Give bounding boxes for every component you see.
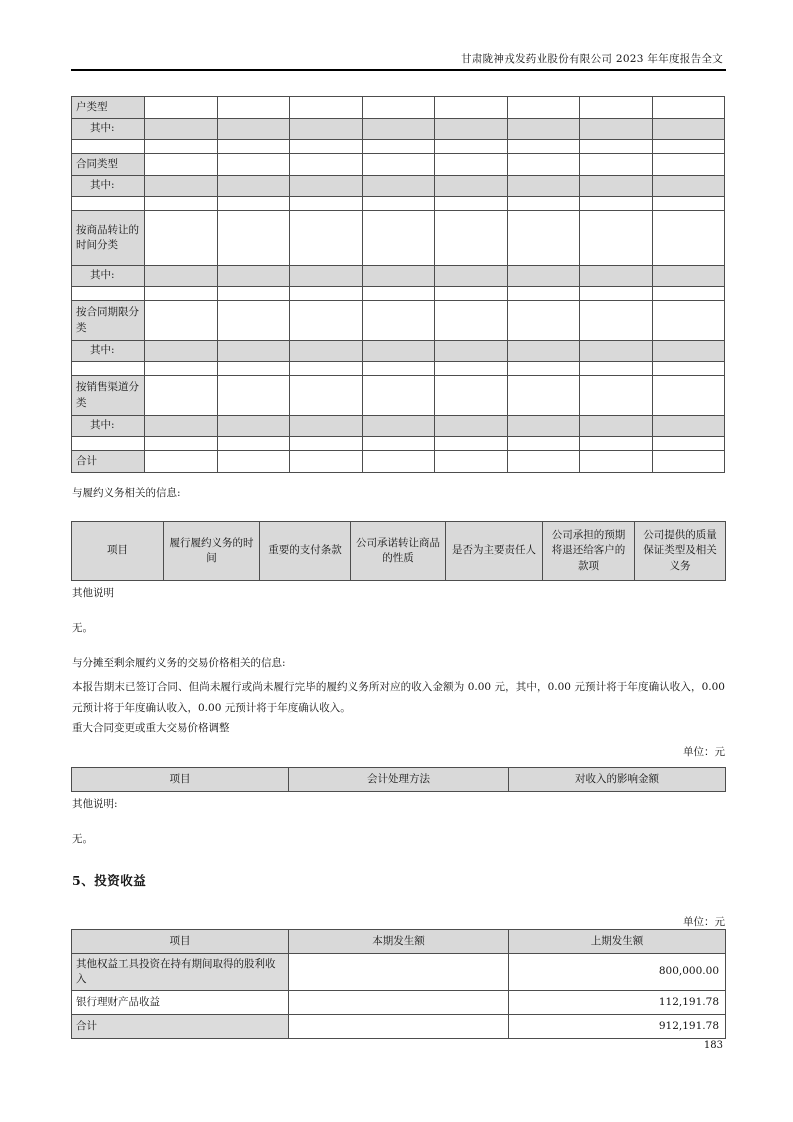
empty-cell (435, 176, 508, 197)
empty-cell (362, 140, 435, 154)
empty-cell (217, 416, 290, 437)
empty-cell (435, 451, 508, 473)
empty-cell (362, 176, 435, 197)
empty-cell (145, 287, 218, 301)
empty-cell (435, 197, 508, 211)
section-heading-investment-income: 5、投资收益 (72, 873, 147, 888)
empty-cell (580, 176, 653, 197)
empty-cell (652, 451, 725, 473)
empty-cell (652, 97, 725, 119)
remaining-obligation-paragraph: 本报告期末已签订合同、但尚未履行或尚未履行完毕的履约义务所对应的收入金额为 0.00 元，其中，0.00 元预计将于年度确认收入，0.00 元预计将于年度确认收入，0.00 元预计将于年度确认收入。 (72, 681, 725, 714)
empty-cell (362, 266, 435, 287)
empty-cell (217, 362, 290, 376)
revenue-classification-table (71, 96, 725, 473)
empty-cell (362, 301, 435, 341)
empty-cell (652, 140, 725, 154)
row-label (72, 437, 145, 451)
empty-cell (145, 119, 218, 140)
empty-cell (507, 376, 580, 416)
column-header: 是否为主要责任人 (446, 522, 543, 581)
empty-cell (145, 197, 218, 211)
empty-cell (580, 119, 653, 140)
empty-cell (507, 211, 580, 266)
table-row (72, 991, 726, 1015)
empty-cell (652, 437, 725, 451)
empty-cell (435, 301, 508, 341)
column-header: 项目 (72, 930, 289, 954)
table-row (72, 451, 725, 473)
empty-cell (580, 451, 653, 473)
table-row (72, 287, 725, 301)
row-label: 合计 (72, 1015, 289, 1039)
empty-cell (145, 266, 218, 287)
empty-cell (580, 266, 653, 287)
row-label: 其中: (72, 176, 145, 197)
empty-cell (435, 211, 508, 266)
empty-cell (435, 287, 508, 301)
empty-cell (507, 197, 580, 211)
column-header: 公司承诺转让商品的性质 (351, 522, 446, 581)
obligation-table (71, 521, 726, 581)
empty-cell (652, 176, 725, 197)
empty-cell (580, 301, 653, 341)
empty-cell (507, 301, 580, 341)
empty-cell (362, 211, 435, 266)
current-period-cell (289, 954, 509, 991)
empty-cell (145, 154, 218, 176)
empty-cell (435, 154, 508, 176)
empty-cell (435, 140, 508, 154)
page-number: 183 (703, 1040, 723, 1051)
table-row (72, 1015, 726, 1039)
table-row (72, 376, 725, 416)
empty-cell (652, 362, 725, 376)
empty-cell (290, 176, 363, 197)
table-header-row (72, 768, 726, 792)
row-label: 其中: (72, 416, 145, 437)
empty-cell (145, 140, 218, 154)
row-label: 其他权益工具投资在持有期间取得的股利收入 (72, 954, 289, 991)
empty-cell (145, 416, 218, 437)
empty-cell (362, 341, 435, 362)
empty-cell (217, 140, 290, 154)
other-note-label: 其他说明: (72, 798, 118, 810)
empty-cell (290, 437, 363, 451)
empty-cell (362, 97, 435, 119)
empty-cell (290, 416, 363, 437)
major-change-label: 重大合同变更或重大交易价格调整 (72, 722, 230, 734)
empty-cell (290, 451, 363, 473)
empty-cell (652, 197, 725, 211)
empty-cell (580, 376, 653, 416)
empty-cell (507, 416, 580, 437)
table-row (72, 140, 725, 154)
report-header-title: 甘肃陇神戎发药业股份有限公司 2023 年年度报告全文 (461, 53, 723, 65)
table-row (72, 119, 725, 140)
empty-cell (580, 287, 653, 301)
table-row (72, 416, 725, 437)
column-header: 公司提供的质量保证类型及相关义务 (635, 522, 726, 581)
empty-cell (362, 437, 435, 451)
empty-cell (580, 140, 653, 154)
table-row (72, 954, 726, 991)
prior-period-cell: 112,191.78 (509, 991, 726, 1015)
empty-cell (362, 416, 435, 437)
empty-cell (507, 154, 580, 176)
empty-cell (507, 266, 580, 287)
empty-cell (652, 119, 725, 140)
none-text: 无。 (72, 622, 93, 634)
price-adjustment-table (71, 767, 726, 792)
other-note-label: 其他说明 (72, 587, 114, 599)
empty-cell (652, 287, 725, 301)
column-header: 重要的支付条款 (260, 522, 351, 581)
empty-cell (580, 362, 653, 376)
empty-cell (290, 97, 363, 119)
empty-cell (652, 211, 725, 266)
empty-cell (580, 97, 653, 119)
table-row (72, 197, 725, 211)
empty-cell (507, 176, 580, 197)
empty-cell (652, 301, 725, 341)
table-row (72, 437, 725, 451)
table-row (72, 97, 725, 119)
empty-cell (217, 197, 290, 211)
empty-cell (435, 341, 508, 362)
empty-cell (217, 211, 290, 266)
empty-cell (580, 211, 653, 266)
empty-cell (145, 341, 218, 362)
empty-cell (435, 376, 508, 416)
empty-cell (217, 437, 290, 451)
row-label: 其中: (72, 341, 145, 362)
empty-cell (507, 341, 580, 362)
row-label (72, 362, 145, 376)
column-header: 上期发生额 (509, 930, 726, 954)
empty-cell (217, 376, 290, 416)
empty-cell (435, 119, 508, 140)
empty-cell (145, 376, 218, 416)
empty-cell (217, 341, 290, 362)
empty-cell (580, 437, 653, 451)
column-header: 项目 (72, 768, 289, 792)
column-header: 项目 (72, 522, 164, 581)
table-row (72, 266, 725, 287)
header-rule (71, 69, 726, 71)
empty-cell (435, 266, 508, 287)
prior-period-cell: 800,000.00 (509, 954, 726, 991)
row-label: 合同类型 (72, 154, 145, 176)
row-label: 其中: (72, 119, 145, 140)
empty-cell (217, 287, 290, 301)
empty-cell (362, 119, 435, 140)
row-label (72, 287, 145, 301)
empty-cell (290, 287, 363, 301)
table-row (72, 362, 725, 376)
row-label: 按商品转让的时间分类 (72, 211, 145, 266)
empty-cell (362, 287, 435, 301)
empty-cell (507, 437, 580, 451)
prior-period-cell: 912,191.78 (509, 1015, 726, 1039)
empty-cell (217, 451, 290, 473)
empty-cell (507, 140, 580, 154)
empty-cell (580, 197, 653, 211)
row-label: 其中: (72, 266, 145, 287)
column-header: 本期发生额 (289, 930, 509, 954)
table-header-row (72, 930, 726, 954)
empty-cell (217, 301, 290, 341)
empty-cell (362, 154, 435, 176)
unit-label: 单位：元 (683, 916, 725, 928)
column-header: 履行履约义务的时间 (164, 522, 260, 581)
remaining-obligation-info-label: 与分摊至剩余履约义务的交易价格相关的信息: (72, 657, 286, 669)
empty-cell (652, 341, 725, 362)
empty-cell (217, 176, 290, 197)
empty-cell (290, 211, 363, 266)
empty-cell (507, 97, 580, 119)
empty-cell (652, 416, 725, 437)
column-header: 对收入的影响金额 (509, 768, 726, 792)
empty-cell (580, 416, 653, 437)
empty-cell (145, 437, 218, 451)
column-header: 公司承担的预期将退还给客户的款项 (543, 522, 635, 581)
empty-cell (217, 97, 290, 119)
empty-cell (435, 97, 508, 119)
empty-cell (290, 266, 363, 287)
current-period-cell (289, 1015, 509, 1039)
empty-cell (507, 362, 580, 376)
row-label (72, 197, 145, 211)
empty-cell (507, 287, 580, 301)
current-period-cell (289, 991, 509, 1015)
table-row (72, 341, 725, 362)
row-label: 按合同期限分类 (72, 301, 145, 341)
empty-cell (145, 362, 218, 376)
empty-cell (290, 140, 363, 154)
empty-cell (145, 97, 218, 119)
empty-cell (580, 341, 653, 362)
empty-cell (652, 266, 725, 287)
empty-cell (145, 301, 218, 341)
empty-cell (145, 176, 218, 197)
empty-cell (290, 376, 363, 416)
empty-cell (652, 376, 725, 416)
empty-cell (145, 451, 218, 473)
row-label: 按销售渠道分类 (72, 376, 145, 416)
table-row (72, 301, 725, 341)
row-label: 户类型 (72, 97, 145, 119)
table-row (72, 211, 725, 266)
empty-cell (290, 301, 363, 341)
empty-cell (362, 451, 435, 473)
empty-cell (362, 197, 435, 211)
empty-cell (290, 197, 363, 211)
empty-cell (290, 362, 363, 376)
unit-label: 单位：元 (683, 746, 725, 758)
empty-cell (435, 362, 508, 376)
empty-cell (362, 362, 435, 376)
empty-cell (290, 119, 363, 140)
table-header-row (72, 522, 726, 581)
table-row (72, 154, 725, 176)
empty-cell (507, 451, 580, 473)
obligation-info-label: 与履约义务相关的信息: (72, 487, 181, 499)
empty-cell (507, 119, 580, 140)
column-header: 会计处理方法 (289, 768, 509, 792)
row-label: 合计 (72, 451, 145, 473)
empty-cell (580, 154, 653, 176)
empty-cell (145, 211, 218, 266)
empty-cell (362, 376, 435, 416)
table-row (72, 176, 725, 197)
row-label (72, 140, 145, 154)
empty-cell (217, 119, 290, 140)
empty-cell (290, 341, 363, 362)
empty-cell (217, 266, 290, 287)
empty-cell (290, 154, 363, 176)
empty-cell (652, 154, 725, 176)
investment-income-table (71, 929, 726, 1039)
empty-cell (217, 154, 290, 176)
row-label: 银行理财产品收益 (72, 991, 289, 1015)
none-text: 无。 (72, 833, 93, 845)
empty-cell (435, 416, 508, 437)
empty-cell (435, 437, 508, 451)
